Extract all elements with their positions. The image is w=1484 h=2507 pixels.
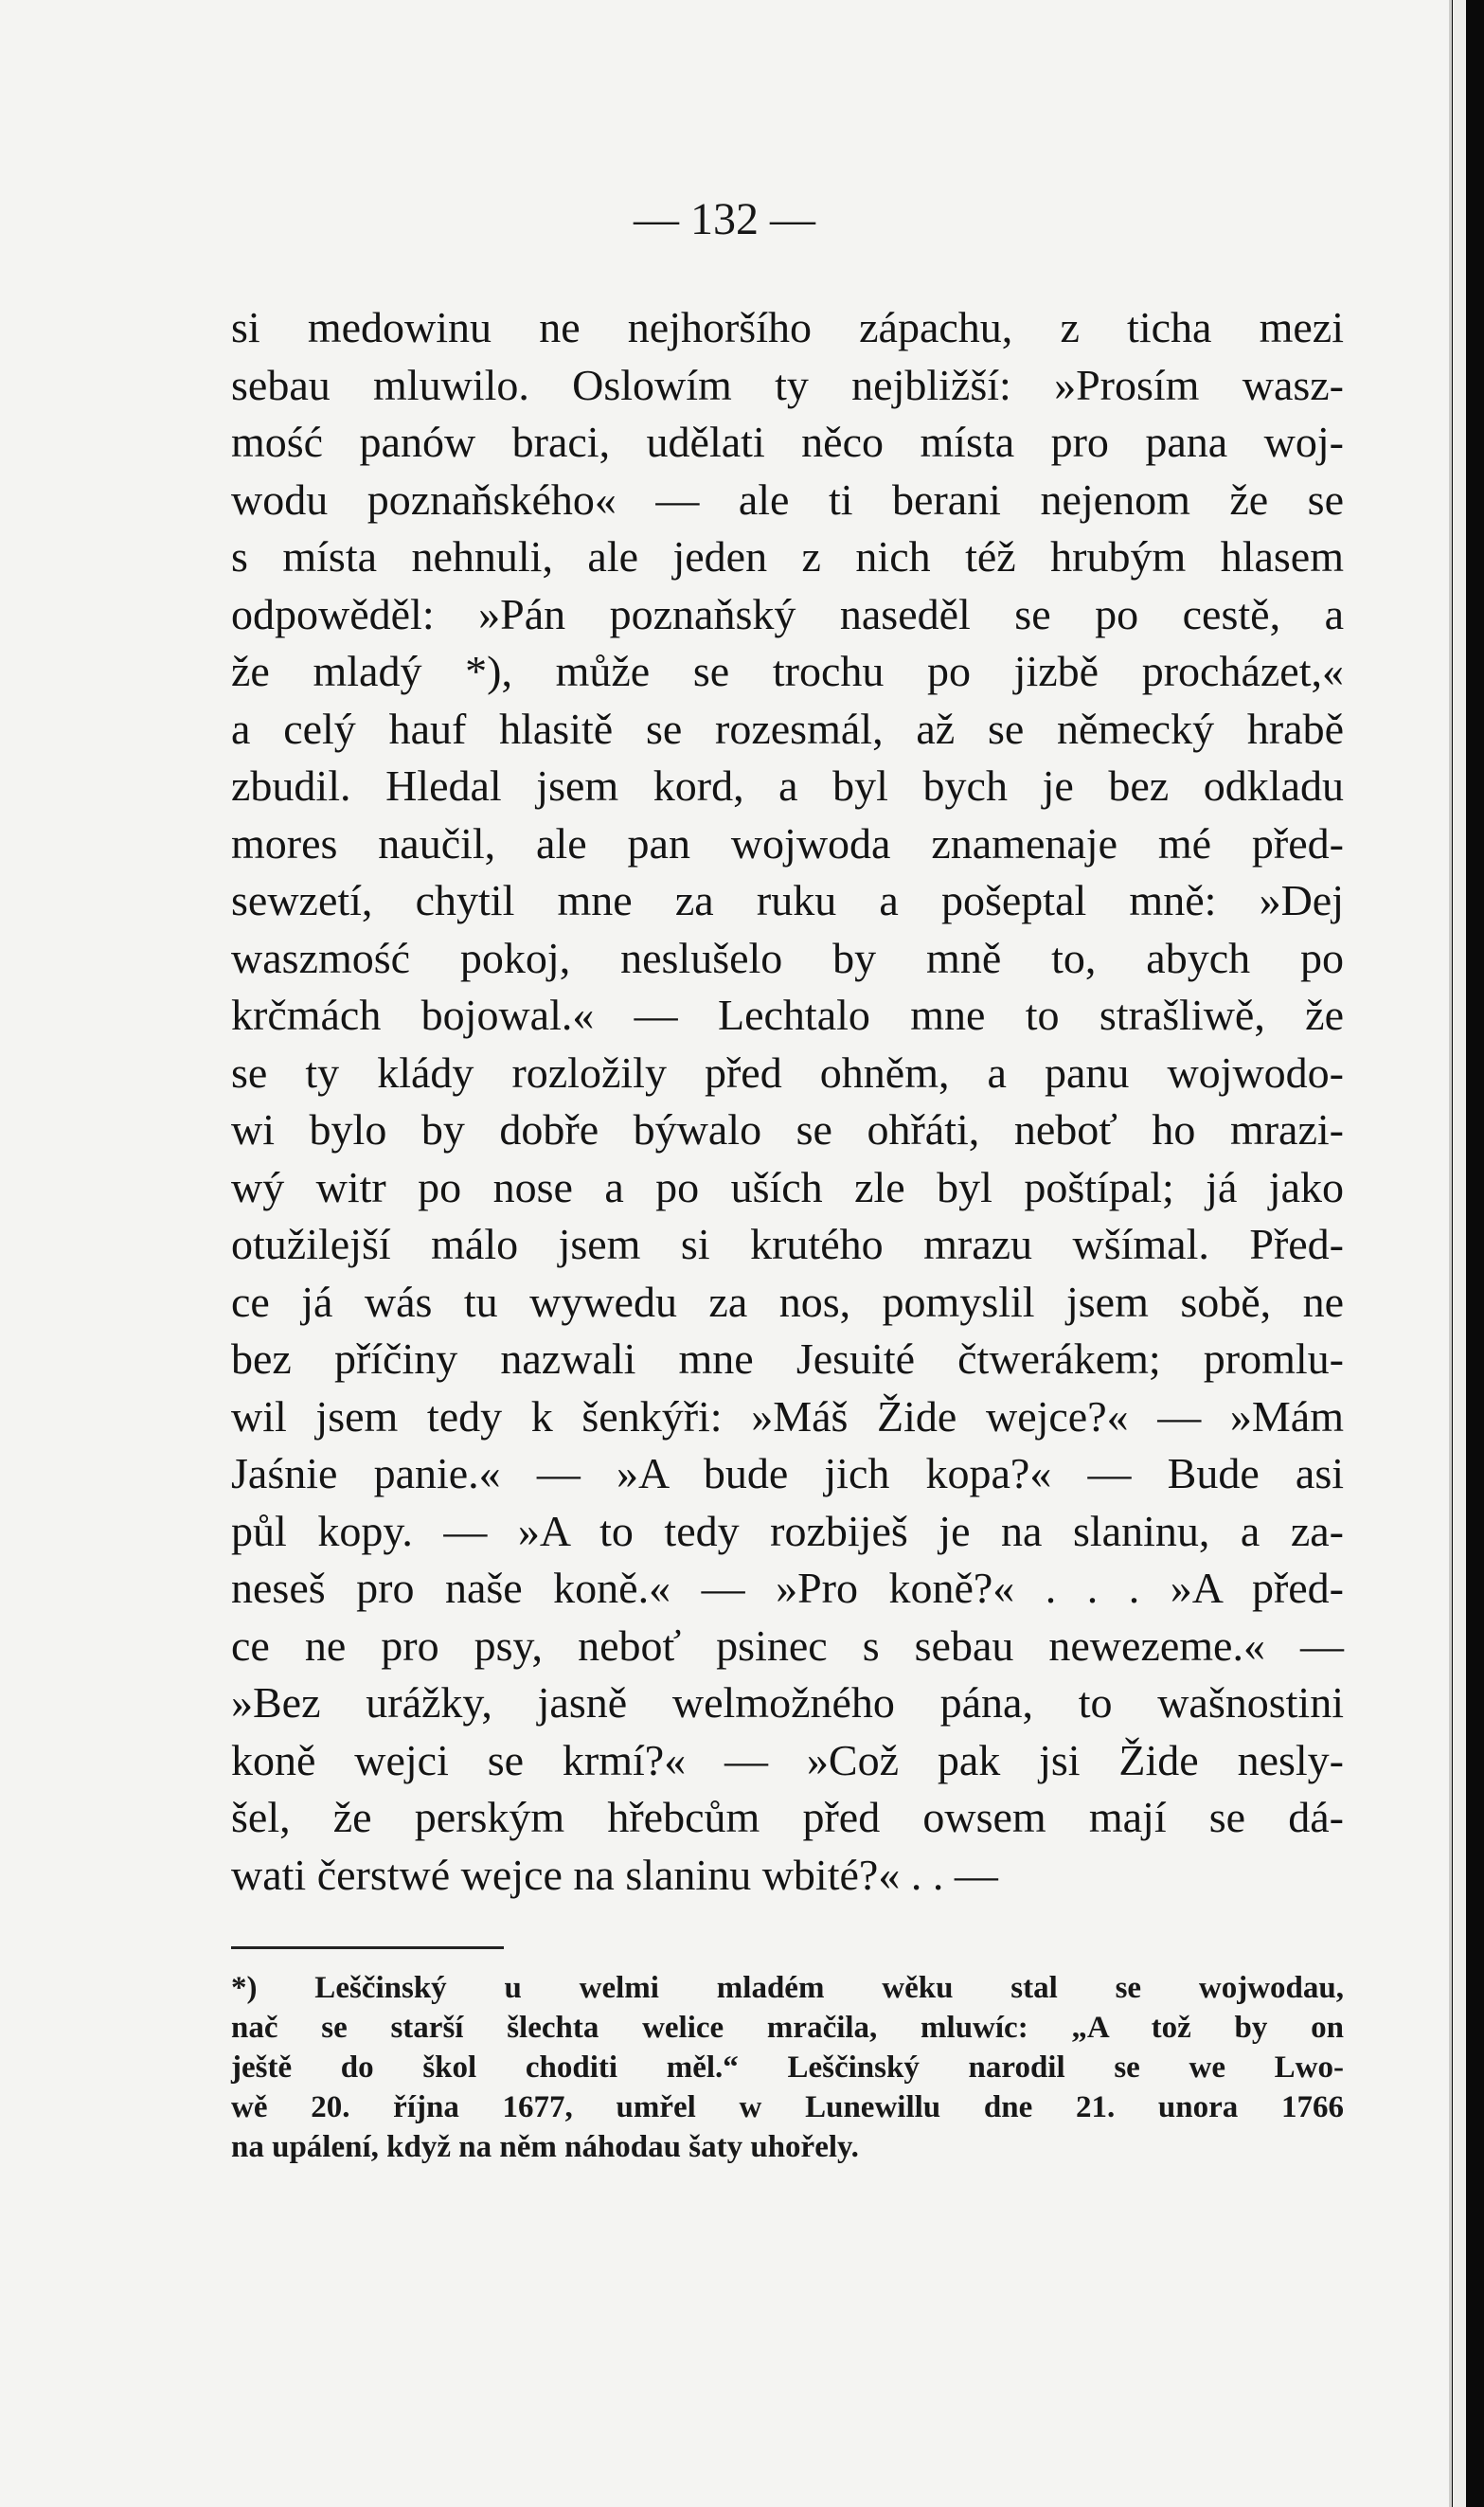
text-line: zbudil. Hledal jsem kord, a byl bych je bez odkladu <box>231 761 1344 810</box>
text-line: Jaśnie panie.« — »A bude jich kopa?« — Bude asi <box>231 1449 1344 1497</box>
text-line: wil jsem tedy k šenkýři: »Máš Žide wejce?« — »Mám <box>231 1391 1344 1441</box>
page-number: — 132 — <box>634 194 815 244</box>
text-line: půl kopy. — »A to tedy rozbiješ je na slaninu, a za- <box>231 1506 1344 1555</box>
text-line: ce já wás tu wywedu za nos, pomyslil jsem sobě, ne <box>231 1277 1344 1326</box>
text-line: otužilejší málo jsem si krutého mrazu wšímal. Před- <box>231 1220 1344 1268</box>
adjacent-page-edge <box>1453 0 1466 2507</box>
text-line: krčmách bojowal.« — Lechtalo mne to strašliwě, že <box>231 991 1344 1039</box>
footnote-line: wě 20. října 1677, umřel w Lunewillu dne 21. unora 1766 <box>231 2090 1344 2124</box>
text-line: že mladý *), může se trochu po jizbě procházet,« <box>231 647 1344 695</box>
text-line: wodu poznaňského« — ale ti berani nejenom že se <box>231 475 1344 524</box>
text-line: waszmość pokoj, neslušelo by mně to, abych po <box>231 933 1344 982</box>
text-line: mores naučil, ale pan wojwoda znamenaje mé před- <box>231 818 1344 868</box>
text-line: si medowinu ne nejhoršího zápachu, z ticha mezi <box>231 303 1344 351</box>
body-text <box>231 299 1344 1904</box>
text-line: koně wejci se krmí?« — »Což pak jsi Žide nesly- <box>231 1735 1344 1784</box>
text-line: se ty klády rozložily před ohněm, a panu wojwodo- <box>231 1048 1344 1097</box>
text-line: bez příčiny nazwali mne Jesuité čtwerákem; promlu- <box>231 1334 1344 1383</box>
text-line: wati čerstwé wejce na slaninu wbité?« . . — <box>231 1850 998 1899</box>
text-line: wi bylo by dobře býwalo se ohřáti, neboť ho mrazi- <box>231 1105 1344 1154</box>
text-line: wý witr po nose a po uších zle byl poštípal; já jako <box>231 1162 1344 1211</box>
text-line: »Bez urážky, jasně welmožného pána, to wašnostini <box>231 1678 1344 1727</box>
footnote-divider <box>231 1946 504 1949</box>
text-line: odpowěděl: »Pán poznaňský naseděl se po cestě, a <box>231 589 1344 638</box>
footnote-line: na upálení, když na něm náhodau šaty uhořely. <box>231 2130 859 2164</box>
text-line: s místa nehnuli, ale jeden z nich též hrubým hlasem <box>231 532 1344 581</box>
text-line: šel, že perským hřebcům před owsem mají se dá- <box>231 1793 1344 1841</box>
text-line: mość panów braci, udělati něco místa pro pana woj- <box>231 418 1344 466</box>
text-line: sewzetí, chytil mne za ruku a pošeptal mně: »Dej <box>231 876 1344 924</box>
text-line: neseš pro naše koně.« — »Pro koně?« . . . »A před- <box>231 1564 1344 1612</box>
footnote-line: ještě do škol choditi měl.“ Leščinský narodil se we Lwo- <box>231 2050 1344 2085</box>
text-line: ce ne pro psy, neboť psinec s sebau newezeme.« — <box>231 1621 1344 1670</box>
footnote <box>231 1968 1344 2167</box>
footnote-line: *) Leščinský u welmi mladém wěku stal se wojwodau, <box>231 1971 1344 2005</box>
text-line: sebau mluwilo. Oslowím ty nejbližší: »Prosím wasz- <box>231 360 1344 409</box>
footnote-line: nač se starší šlechta welice mračila, mluwíc: „A tož by on <box>231 2011 1344 2045</box>
text-line: a celý hauf hlasitě se rozesmál, až se německý hrabě <box>231 704 1344 753</box>
